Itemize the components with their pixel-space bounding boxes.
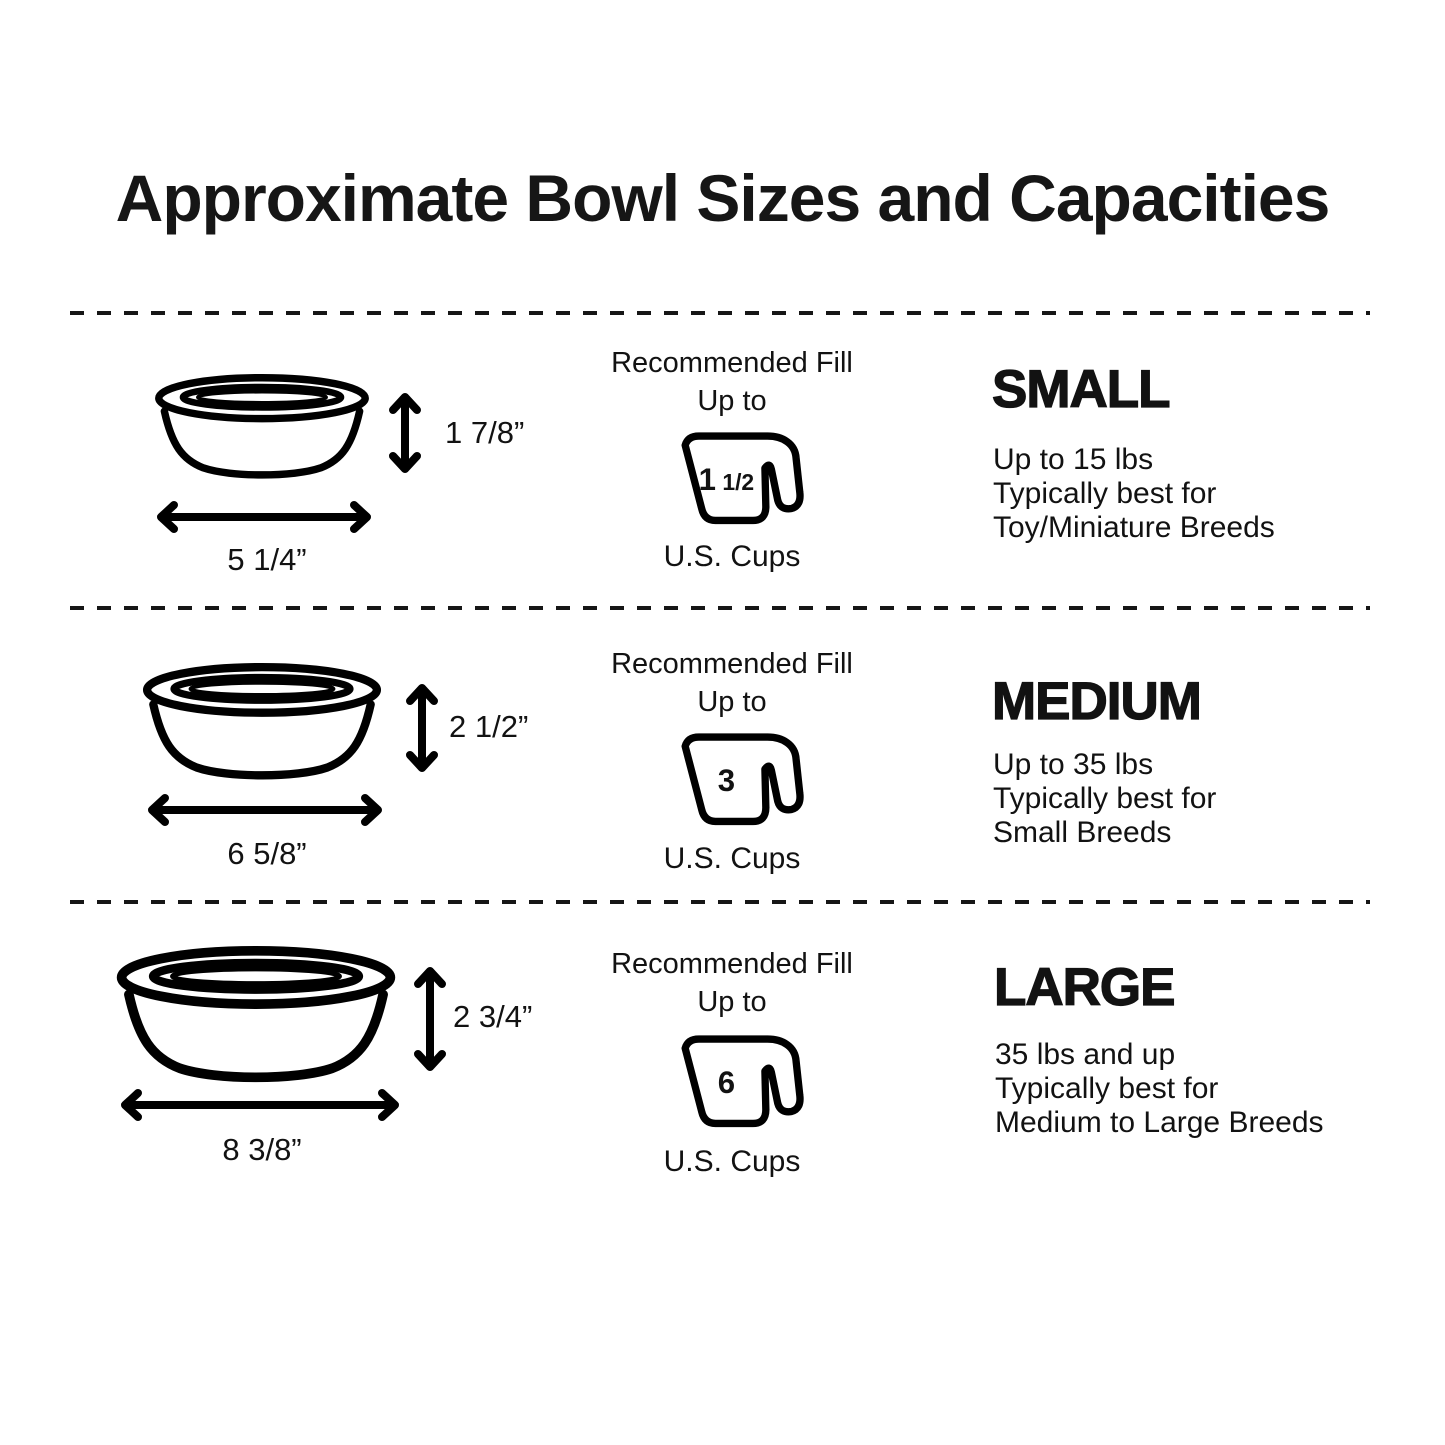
best-for-line-2: Small Breeds — [993, 816, 1172, 849]
recommended-fill-block — [582, 645, 882, 721]
best-for-line-2: Toy/Miniature Breeds — [993, 511, 1275, 544]
recommended-fill-block — [582, 344, 882, 420]
bowl-height-label: 2 3/4” — [453, 999, 533, 1034]
svg-text:6: 6 — [717, 1065, 736, 1101]
cup-unit-label: U.S. Cups — [663, 842, 801, 875]
bowl-width-label: 6 5/8” — [227, 836, 307, 871]
measuring-cup-icon — [673, 727, 811, 837]
bowl-height-label: 1 7/8” — [445, 415, 525, 450]
divider-dashed — [70, 606, 1370, 610]
fill-line-1: Recommended Fill — [611, 347, 853, 379]
width-arrow-icon — [146, 794, 384, 826]
svg-text:1 1/2: 1 1/2 — [698, 462, 755, 498]
size-description — [995, 1038, 1324, 1140]
fill-line-1: Recommended Fill — [611, 948, 853, 980]
weight-range: Up to 35 lbs — [993, 748, 1154, 781]
bowl-width-label: 5 1/4” — [227, 542, 307, 577]
svg-text:3: 3 — [717, 763, 736, 799]
width-arrow-icon — [119, 1089, 401, 1121]
size-name-heading: LARGE — [994, 958, 1175, 1017]
recommended-fill-block — [582, 945, 882, 1021]
fill-line-1: Recommended Fill — [611, 648, 853, 680]
best-for-line-1: Typically best for — [995, 1072, 1219, 1105]
size-description — [993, 748, 1216, 850]
bowl-width-label: 8 3/8” — [222, 1132, 302, 1167]
height-arrow-icon — [387, 391, 423, 475]
page-title: Approximate Bowl Sizes and Capacities — [115, 161, 1330, 235]
width-arrow-icon — [155, 501, 373, 533]
divider-dashed — [70, 900, 1370, 904]
dog-bowl-icon — [137, 663, 387, 781]
best-for-line-1: Typically best for — [993, 782, 1217, 815]
dog-bowl-icon — [150, 374, 374, 480]
best-for-line-2: Medium to Large Breeds — [995, 1106, 1324, 1139]
dog-bowl-icon — [110, 946, 402, 1084]
size-description — [993, 443, 1275, 545]
divider-dashed — [70, 311, 1370, 315]
bowl-height-label: 2 1/2” — [449, 709, 529, 744]
best-for-line-1: Typically best for — [993, 477, 1217, 510]
cup-unit-label: U.S. Cups — [663, 540, 801, 573]
measuring-cup-icon — [673, 426, 811, 536]
height-arrow-icon — [412, 965, 448, 1073]
height-arrow-icon — [404, 682, 440, 774]
weight-range: 35 lbs and up — [995, 1038, 1176, 1071]
fill-line-2: Up to — [697, 986, 767, 1018]
fill-line-2: Up to — [697, 385, 767, 417]
fill-line-2: Up to — [697, 686, 767, 718]
measuring-cup-icon — [673, 1029, 811, 1139]
cup-unit-label: U.S. Cups — [663, 1145, 801, 1178]
size-name-heading: SMALL — [992, 360, 1170, 419]
size-name-heading: MEDIUM — [992, 672, 1201, 731]
weight-range: Up to 15 lbs — [993, 443, 1154, 476]
